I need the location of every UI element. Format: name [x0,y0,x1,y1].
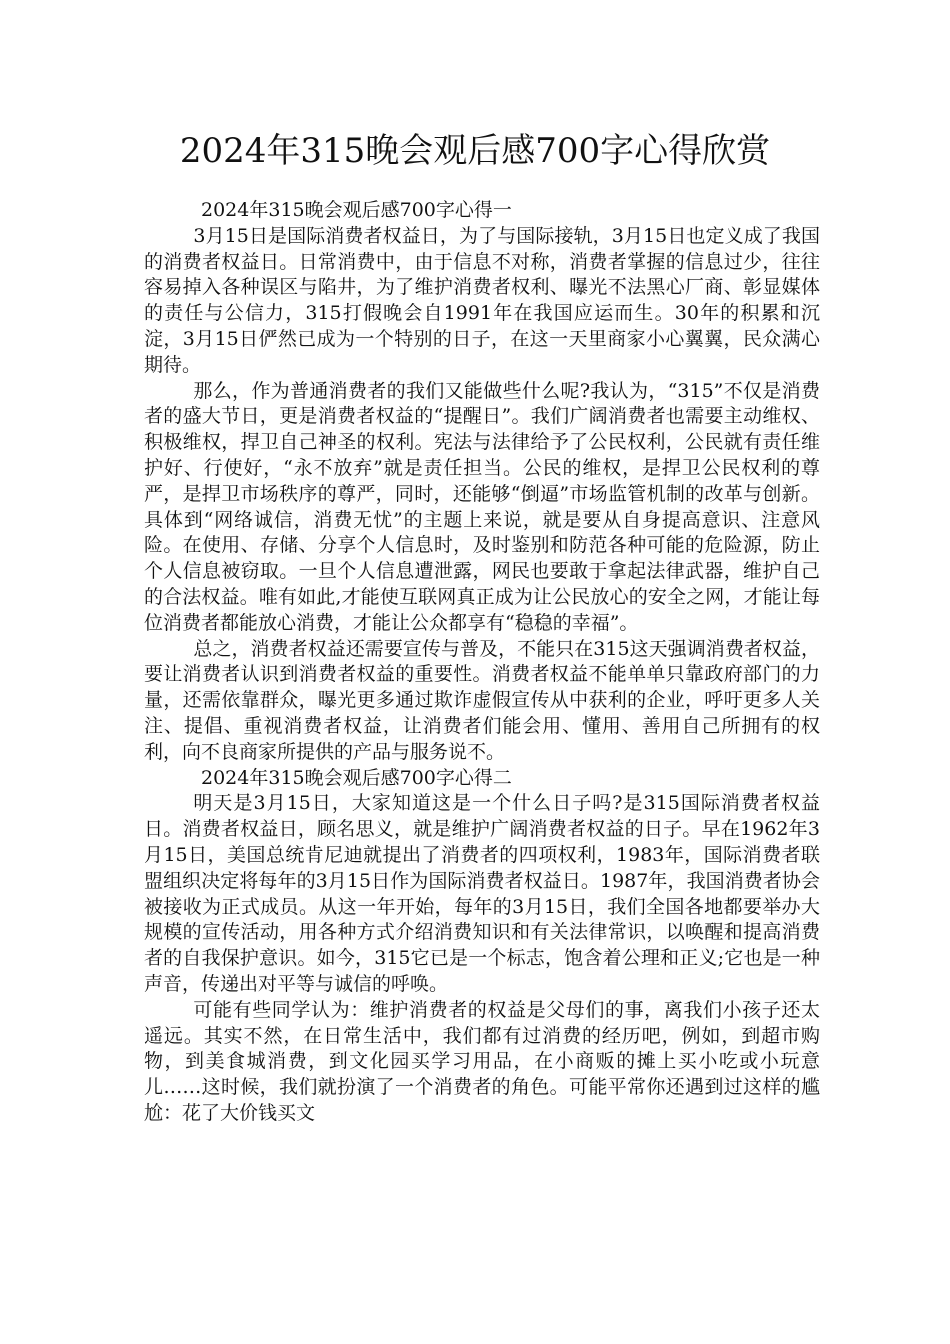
section-heading-1: 2024年315晚会观后感700字心得一 [201,199,512,221]
paragraph: 3月15日是国际消费者权益日，为了与国际接轨，3月15日也定义成了我国的消费者权益日。日常消费中，由于信息不对称，消费者掌握的信息过少，往往容易掉入各种误区与陷井，为了维护消费者权利、曝光不法黑心厂商、彰显媒体的责任与公信力，315打假晚会自1991年在我国应运而生。30年的积累和沉淀，3月15日俨然已成为一个特别的日子，在这一天里商家小心翼翼，民众满心期待。 [144,224,820,376]
paragraph: 可能有些同学认为：维护消费者的权益是父母们的事，离我们小孩子还太遥远。其实不然，在日常生活中，我们都有过消费的经历吧，例如，到超市购物，到美食城消费，到文化园买学习用品，在小商贩的摊上买小吃或小玩意儿……这时候，我们就扮演了一个消费者的角色。可能平常你还遇到过这样的尴尬：花了大价钱买文 [144,998,820,1124]
document-body [144,198,820,1127]
paragraph: 那么，作为普通消费者的我们又能做些什么呢?我认为，“315”不仅是消费者的盛大节日，更是消费者权益的“提醒日”。我们广阔消费者也需要主动维权、积极维权，捍卫自己神圣的权利。宪法与法律给予了公民权利，公民就有责任维护好、行使好，“永不放弃”就是责任担当。公民的维权，是捍卫公民权利的尊严，是捍卫市场秩序的尊严，同时，还能够“倒逼”市场监管机制的改革与创新。具体到“网络诚信，消费无忧”的主题上来说，就是要从自身提高意识、注意风险。在使用、存储、分享个人信息时，及时鉴别和防范各种可能的危险源，防止个人信息被窃取。一旦个人信息遭泄露，网民也要敢于拿起法律武器，维护自己的合法权益。唯有如此,才能使互联网真正成为让公民放心的安全之网，才能让每位消费者都能放心消费，才能让公众都享有“稳稳的幸福”。 [144,379,820,634]
section-heading-2: 2024年315晚会观后感700字心得二 [201,766,512,789]
paragraph: 明天是3月15日，大家知道这是一个什么日子吗?是315国际消费者权益日。消费者权益日，顾名思义，就是维护广阔消费者权益的日子。早在1962年3月15日，美国总统肯尼迪就提出了消费者的四项权利，1983年，国际消费者联盟组织决定将每年的3月15日作为国际消费者权益日。1987年，我国消费者协会被接收为正式成员。从这一年开始，每年的3月15日，我们全国各地都要举办大规模的宣传活动，用各种方式介绍消费知识和有关法律常识，以唤醒和提高消费者的自我保护意识。如今，315它已是一个标志，饱含着公理和正义;它也是一种声音，传递出对平等与诚信的呼唤。 [144,792,820,995]
document-title: 2024年315晚会观后感700字心得欣赏 [179,131,771,171]
paragraph: 总之，消费者权益还需要宣传与普及，不能只在315这天强调消费者权益，要让消费者认识到消费者权益的重要性。消费者权益不能单单只靠政府部门的力量，还需依靠群众，曝光更多通过欺诈虚假宣传从中获利的企业，呼吁更多人关注、提倡、重视消费者权益，让消费者们能会用、懂用、善用自己所拥有的权利，向不良商家所提供的产品与服务说不。 [144,637,820,763]
